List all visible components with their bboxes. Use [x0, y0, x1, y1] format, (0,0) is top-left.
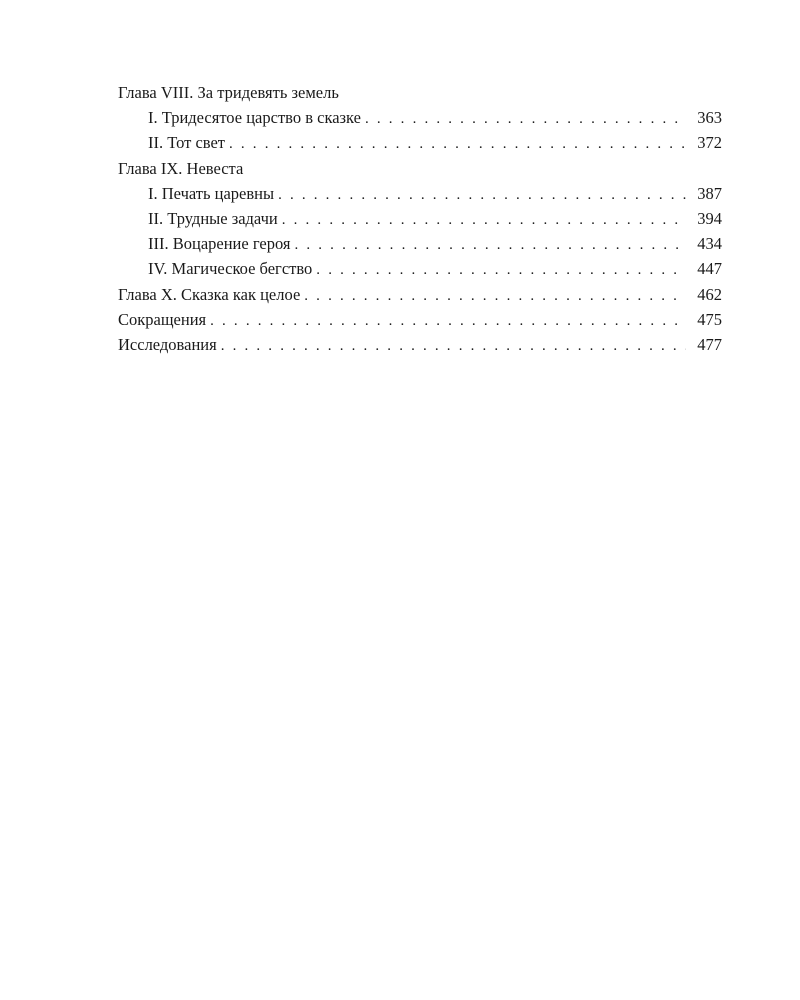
toc-page-number: 477 — [697, 334, 722, 354]
toc-page-number: 363 — [697, 108, 722, 128]
toc-entry[interactable] — [118, 105, 722, 130]
toc-page-number: 394 — [697, 208, 722, 228]
toc-entry[interactable] — [118, 231, 722, 256]
dot-leader — [278, 183, 686, 208]
toc-entry[interactable] — [118, 332, 722, 357]
toc-page-number: 387 — [697, 183, 722, 203]
toc-entry-title: Глава IX. Невеста — [118, 158, 244, 178]
toc-entry-title: II. Трудные задачи — [148, 208, 278, 228]
toc-entry[interactable] — [118, 206, 722, 231]
dot-leader — [210, 309, 686, 334]
dot-leader — [365, 107, 686, 132]
toc-entry[interactable] — [118, 256, 722, 281]
toc-entry-title: Исследования — [118, 334, 217, 354]
toc-page-number: 447 — [697, 259, 722, 279]
toc-entry[interactable] — [118, 282, 722, 307]
toc-entry[interactable] — [118, 181, 722, 206]
dot-leader — [282, 208, 686, 233]
toc-entry-title: II. Тот свет — [148, 133, 225, 153]
dot-leader — [294, 233, 686, 258]
toc-entry-title: Глава VIII. За тридевять земель — [118, 83, 339, 102]
toc-chapter-heading — [118, 156, 722, 181]
table-of-contents — [118, 80, 722, 357]
toc-entry-title: I. Тридесятое царство в сказке — [148, 108, 361, 128]
toc-page-number: 462 — [697, 284, 722, 304]
toc-entry[interactable] — [118, 130, 722, 155]
dot-leader — [221, 334, 686, 359]
dot-leader — [229, 132, 686, 157]
toc-page-number: 475 — [697, 309, 722, 329]
toc-entry-title: I. Печать царевны — [148, 183, 275, 203]
toc-entry-title: Глава X. Сказка как целое — [118, 284, 301, 304]
toc-page-number: 372 — [697, 133, 722, 153]
toc-page-number: 434 — [697, 234, 722, 254]
toc-entry-title: Сокращения — [118, 309, 207, 329]
toc-chapter-heading — [118, 80, 722, 105]
dot-leader — [316, 258, 686, 283]
toc-entry[interactable] — [118, 307, 722, 332]
toc-entry-title: III. Воцарение героя — [148, 234, 291, 254]
dot-leader — [304, 284, 686, 309]
toc-entry-title: IV. Магическое бегство — [148, 259, 313, 279]
